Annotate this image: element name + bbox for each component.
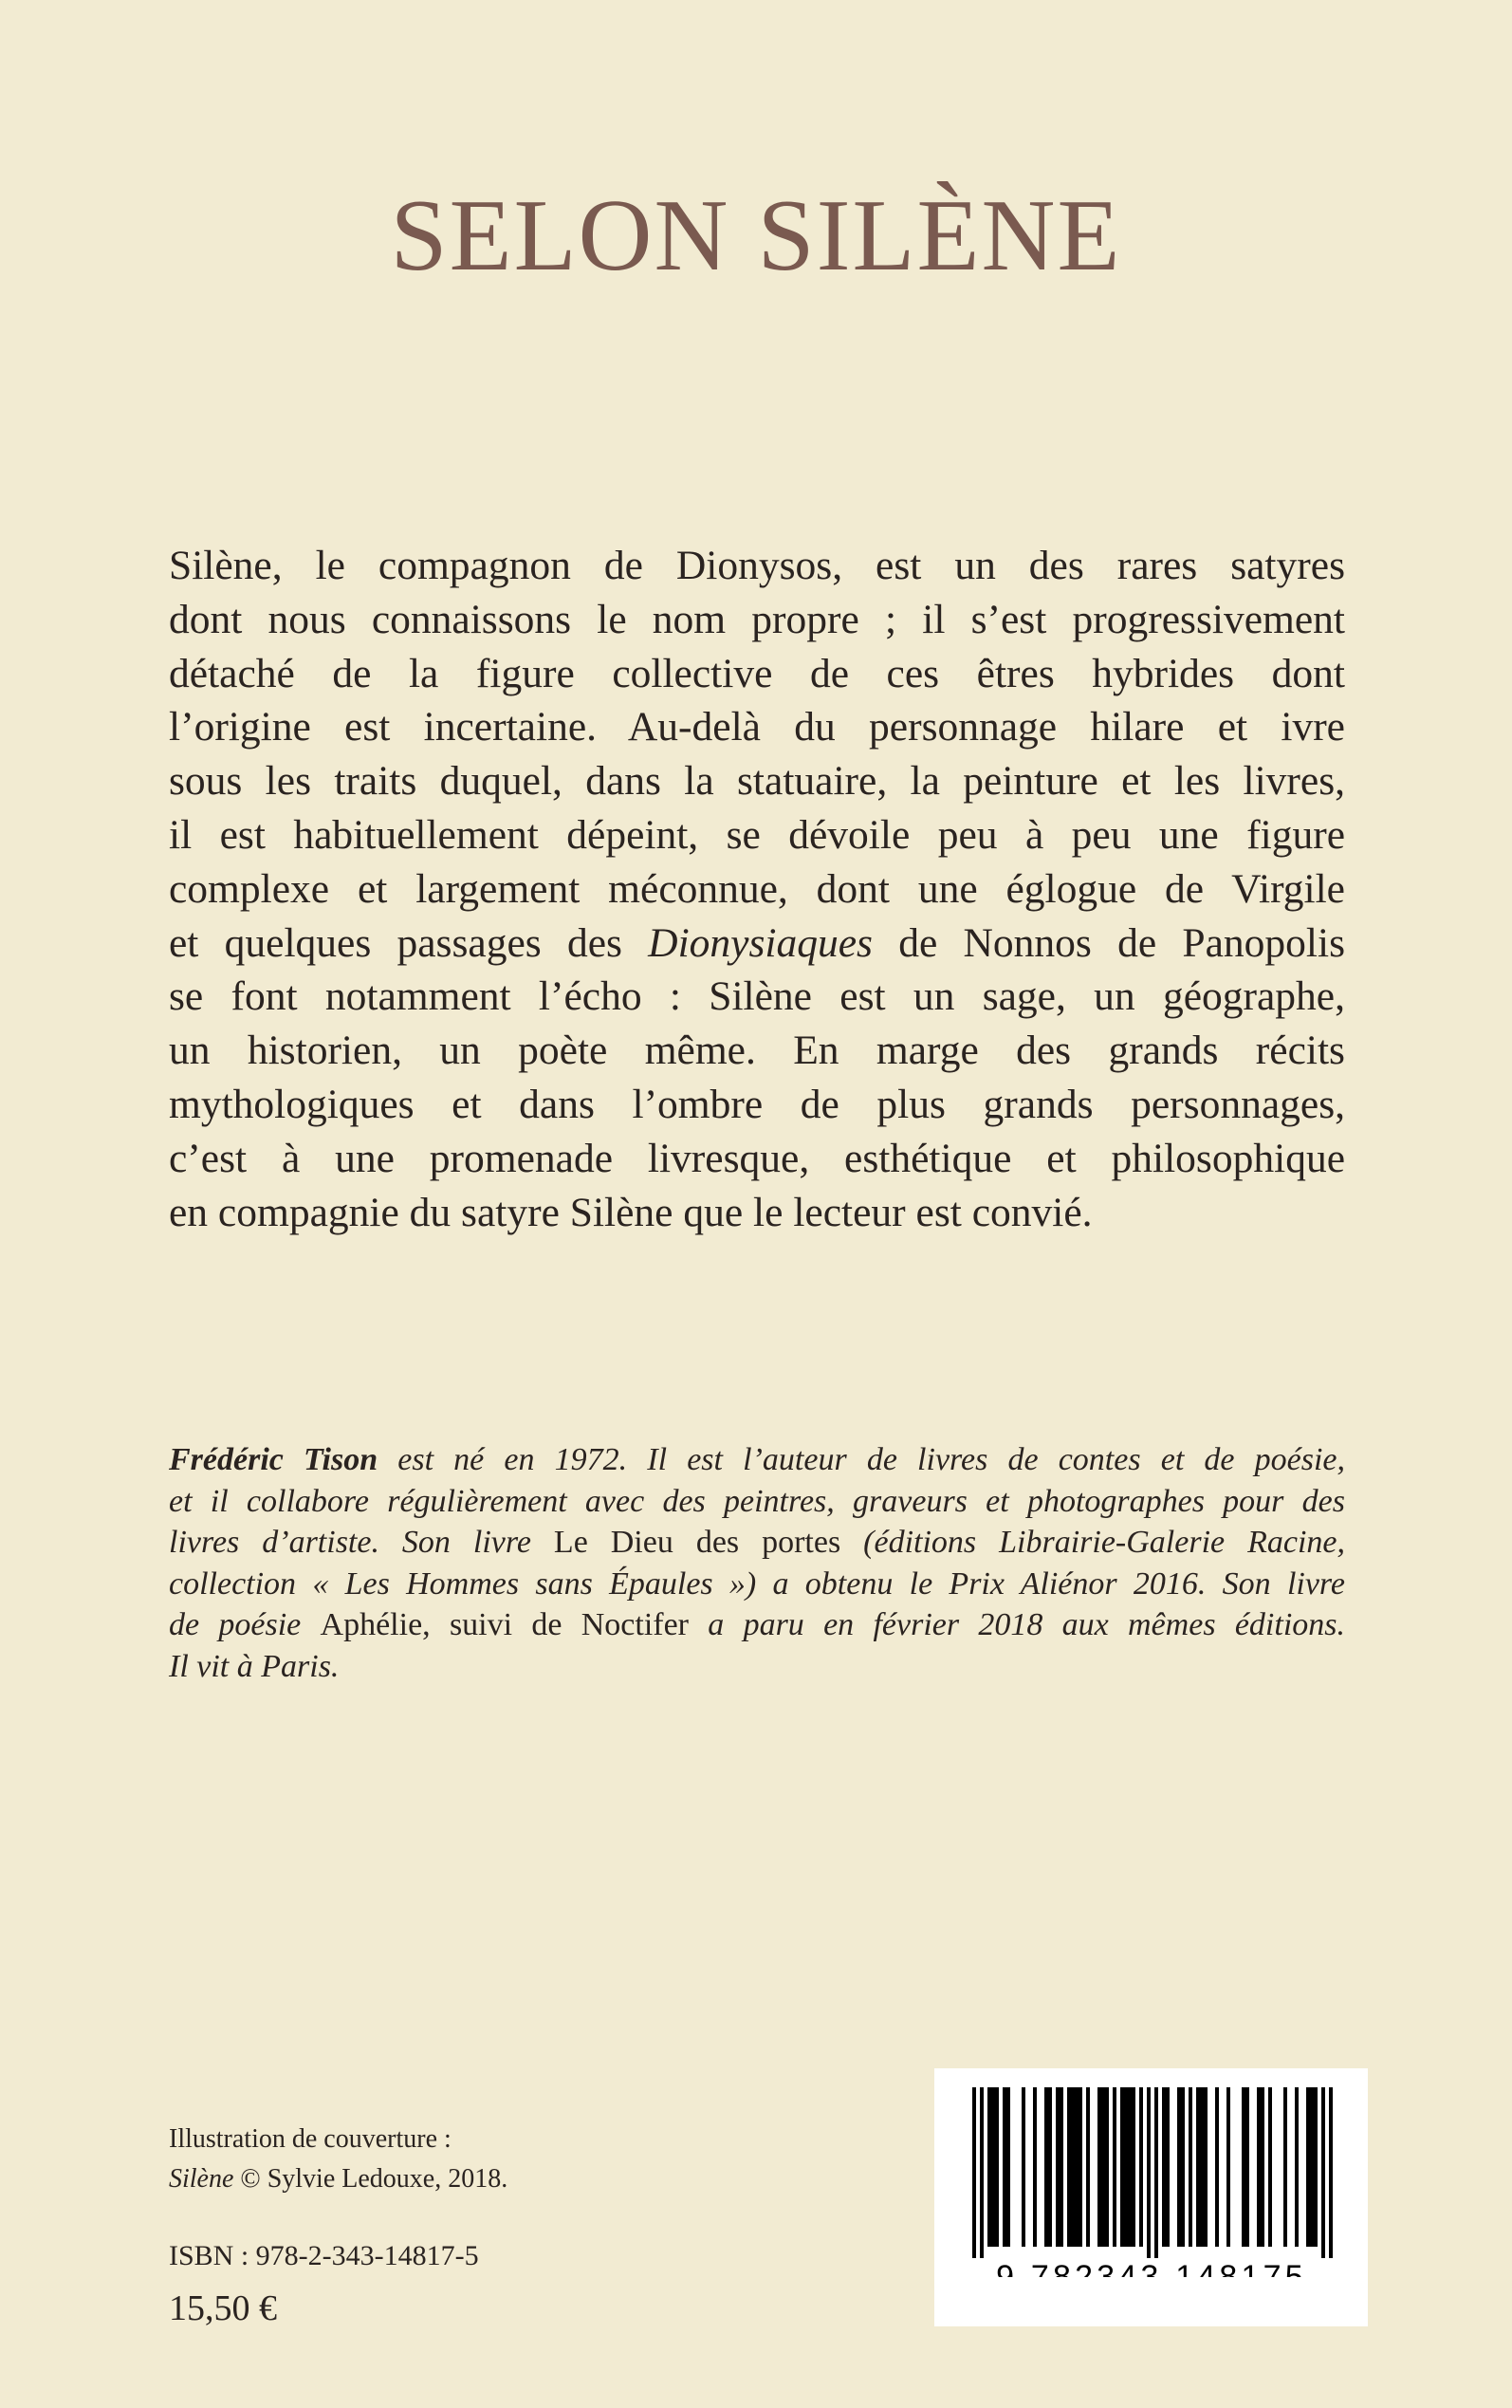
synopsis-text: et quelques passages des [169,919,649,966]
synopsis-text: de Nonnos de Panopolis [872,919,1345,966]
barcode-bar [1105,2087,1109,2247]
bio-text: livres d’artiste. Son livre [169,1525,554,1561]
barcode-bar [995,2087,999,2247]
barcode-bar [1204,2087,1208,2247]
barcode-bar [1242,2087,1245,2247]
barcode-background [934,2277,1368,2326]
illustration-work-title: Silène [169,2164,234,2194]
barcode-bar [1329,2087,1333,2258]
barcode-bar [1003,2087,1006,2247]
barcode-bar [1097,2087,1101,2247]
author-name: Frédéric Tison [169,1442,378,1477]
book-title: SELON SILÈNE [390,179,1122,292]
bio-text: (éditions Librairie-Galerie Racine, [840,1525,1345,1561]
barcode-bar [1079,2087,1082,2247]
illustration-credit [169,2163,507,2195]
barcode-bar [1215,2087,1219,2247]
synopsis-line: en compagnie du satyre Silène que le lecteur est convié. [169,1189,1093,1235]
barcode-bar [1124,2087,1128,2247]
barcode-bar [1245,2087,1249,2247]
barcode-bar [1306,2087,1310,2247]
barcode-bar [1101,2087,1105,2247]
synopsis-line: un historien, un poète même. En marge des grands récits [169,1028,1345,1074]
barcode-bars [934,2068,1368,2258]
synopsis-line: c’est à une promenade livresque, esthétique et philosophique [169,1135,1345,1181]
barcode-bar [1139,2087,1143,2247]
barcode-bar [987,2087,991,2247]
barcode-bar [1295,2087,1299,2247]
synopsis-line: mythologiques et dans l’ombre de plus grands personnages, [169,1081,1345,1127]
barcode-bar [991,2087,995,2247]
barcode-bar [980,2087,984,2258]
barcode-bar [1075,2087,1079,2247]
barcode-bar [1132,2087,1135,2247]
isbn: ISBN : 978-2-343-14817-5 [169,2240,479,2271]
barcode-bar [1226,2087,1230,2247]
barcode-bar [1314,2087,1318,2247]
barcode-bar [1067,2087,1071,2247]
bio-book-title: Le Dieu des portes [553,1525,841,1561]
barcode-bar [972,2087,976,2258]
bio-line: collection « Les Hommes sans Épaules ») a obtenu le Prix Aliénor 2016. Son livre [169,1565,1345,1602]
barcode-bar [1086,2087,1090,2247]
barcode-bar [1120,2087,1124,2247]
synopsis-line: se font notamment l’écho : Silène est un sage, un géographe, [169,973,1345,1020]
author-bio [169,1439,1345,1688]
barcode-bar [1154,2087,1158,2258]
barcode-bar [1283,2087,1287,2247]
synopsis [169,539,1345,1239]
barcode-bar [1060,2087,1063,2247]
synopsis-line: Silène, le compagnon de Dionysos, est un des rares satyres [169,543,1345,588]
barcode-bar [1147,2087,1151,2258]
barcode-bar [1268,2087,1272,2247]
barcode-bar [1033,2087,1037,2247]
barcode-bar [1181,2087,1185,2247]
barcode-bar [1113,2087,1116,2247]
barcode-bar [1128,2087,1132,2247]
barcode-bar [1189,2087,1192,2247]
bio-line: et il collabore régulièrement avec des peintres, graveurs et photographes pour des [169,1483,1345,1519]
barcode-bar [1177,2087,1181,2247]
barcode-bar [1022,2087,1025,2247]
bio-text: est né en 1972. Il est l’auteur de livres de contes et de poésie, [378,1442,1346,1477]
barcode-bar [1071,2087,1075,2247]
synopsis-line: il est habituellement dépeint, se dévoile peu à peu une figure [169,811,1345,858]
barcode-bar [1048,2087,1052,2247]
barcode-bar [1261,2087,1264,2247]
barcode-bar [1257,2087,1261,2247]
illustration-credit-text: © Sylvie Ledouxe, 2018. [233,2164,508,2194]
barcode-bar [1321,2087,1325,2258]
bio-line [169,1522,1345,1564]
barcode [934,2068,1368,2277]
barcode-bar [1196,2087,1200,2247]
synopsis-line: détaché de la figure collective de ces êtres hybrides dont [169,650,1345,696]
synopsis-line: l’origine est incertaine. Au-delà du personnage hilare et ivre [169,704,1345,750]
barcode-bar [1166,2087,1170,2247]
barcode-bar [1162,2087,1166,2247]
synopsis-line-mixed [169,917,1345,971]
barcode-bar [1310,2087,1314,2247]
synopsis-work-title: Dionysiaques [648,919,873,966]
synopsis-line: complexe et largement méconnue, dont une églogue de Virgile [169,865,1345,912]
price: 15,50 € [169,2288,277,2328]
barcode-bar [1044,2087,1048,2247]
illustration-credit-label: Illustration de couverture : [169,2124,452,2154]
barcode-bar [1006,2087,1010,2247]
bio-book-title: Aphélie, suivi de Noctifer [320,1607,689,1643]
bio-text: a paru en février 2018 aux mêmes éditions. [689,1607,1345,1643]
barcode-bar [1200,2087,1204,2247]
bio-line [169,1604,1345,1646]
bio-line: Il vit à Paris. [169,1648,340,1684]
synopsis-line: dont nous connaissons le nom propre ; il s’est progressivement [169,596,1345,642]
bio-line [169,1439,1345,1481]
bio-text: de poésie [169,1607,321,1643]
synopsis-line: sous les traits duquel, dans la statuaire, la peinture et les livres, [169,758,1345,805]
barcode-bar [1056,2087,1060,2247]
